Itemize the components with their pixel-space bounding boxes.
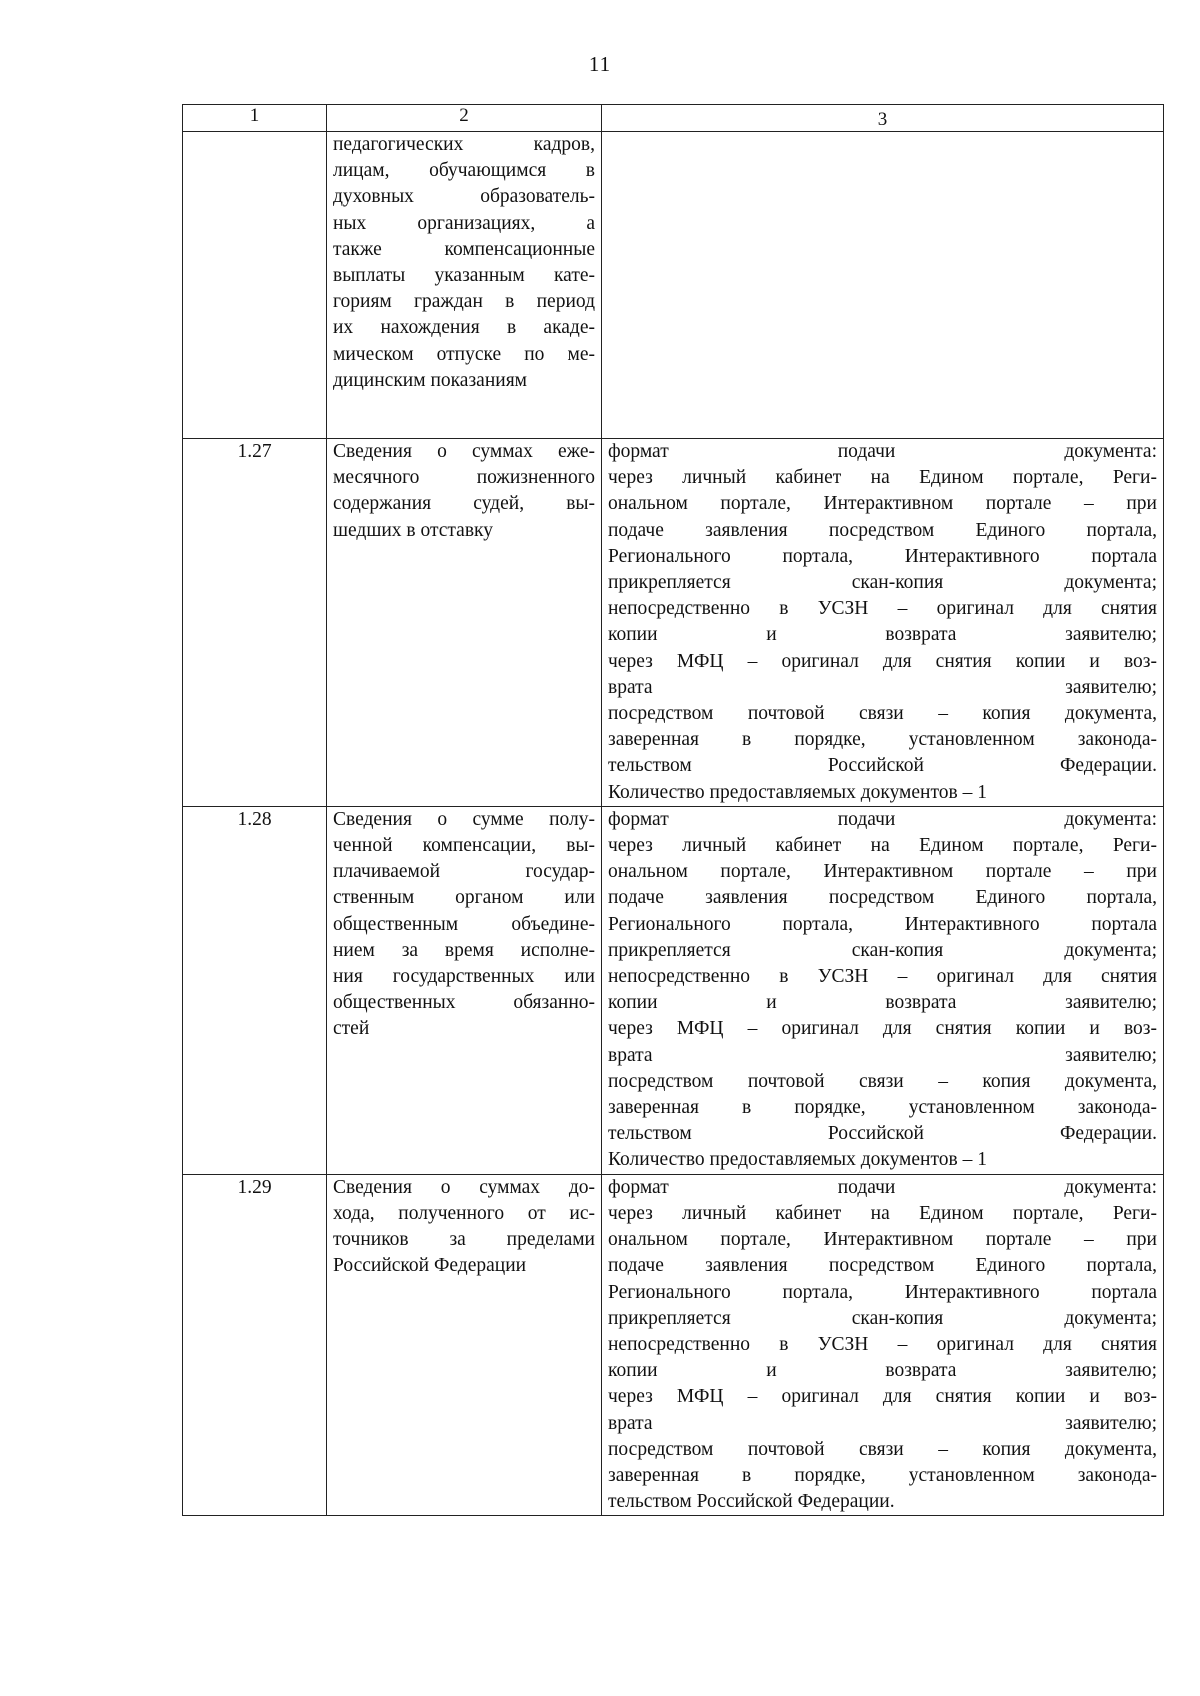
text-line: формат подачи документа: bbox=[608, 441, 1157, 462]
row-number: 1.28 bbox=[183, 806, 327, 1174]
text-line: нием за время исполне- bbox=[333, 939, 595, 961]
text-line: ональном портале, Интерактивном портале – при bbox=[608, 493, 1157, 515]
text-line: их нахождения в акаде- bbox=[333, 317, 595, 339]
text-line: непосредственно в УСЗН – оригинал для снятия bbox=[608, 966, 1157, 988]
text-line: общественным объедине- bbox=[333, 913, 595, 935]
submission-format-cell bbox=[602, 439, 1164, 807]
text-line: прикрепляется скан-копия документа; bbox=[608, 572, 1157, 594]
text-line: посредством почтовой связи – копия документа, bbox=[608, 1070, 1157, 1092]
document-name-cell bbox=[327, 806, 602, 1174]
text-line: врата заявителю; bbox=[608, 1044, 1157, 1066]
text-line: мическом отпуске по ме- bbox=[333, 343, 595, 365]
submission-format-cell bbox=[602, 1174, 1164, 1516]
document-name-cell bbox=[327, 132, 602, 439]
text-line: через личный кабинет на Едином портале, Реги- bbox=[608, 1202, 1157, 1224]
text-line: ональном портале, Интерактивном портале – при bbox=[608, 1229, 1157, 1251]
text-line: месячного пожизненного bbox=[333, 467, 595, 489]
text-line: копии и возврата заявителю; bbox=[608, 1360, 1157, 1382]
table-row bbox=[183, 132, 1164, 439]
text-line: через МФЦ – оригинал для снятия копии и воз- bbox=[608, 1018, 1157, 1040]
document-name-cell bbox=[327, 1174, 602, 1516]
text-line: посредством почтовой связи – копия документа, bbox=[608, 1438, 1157, 1460]
text-line: врата заявителю; bbox=[608, 1412, 1157, 1434]
text-line: также компенсационные bbox=[333, 238, 595, 260]
table-row bbox=[183, 1174, 1164, 1516]
text-line: тельством Российской Федерации. bbox=[608, 755, 1157, 777]
text-line: шедших в отставку bbox=[333, 519, 493, 541]
text-line: через МФЦ – оригинал для снятия копии и воз- bbox=[608, 1386, 1157, 1408]
text-line: через МФЦ – оригинал для снятия копии и воз- bbox=[608, 650, 1157, 672]
text-line: подаче заявления посредством Единого портала, bbox=[608, 887, 1157, 909]
text-line: ональном портале, Интерактивном портале – при bbox=[608, 861, 1157, 883]
row-number bbox=[183, 132, 327, 439]
submission-format-cell bbox=[602, 806, 1164, 1174]
text-line: прикрепляется скан-копия документа; bbox=[608, 1307, 1157, 1329]
text-line: ственным органом или bbox=[333, 887, 595, 909]
text-line: Регионального портала, Интерактивного портала bbox=[608, 1281, 1157, 1303]
text-line: посредством почтовой связи – копия документа, bbox=[608, 703, 1157, 725]
text-line: Количество предоставляемых документов – 1 bbox=[608, 781, 987, 803]
text-line: стей bbox=[333, 1018, 370, 1040]
text-line: Количество предоставляемых документов – 1 bbox=[608, 1149, 987, 1171]
text-line: тельством Российской Федерации. bbox=[608, 1491, 895, 1513]
text-line: Регионального портала, Интерактивного портала bbox=[608, 913, 1157, 935]
text-line: выплаты указанным кате- bbox=[333, 265, 595, 287]
text-line: прикрепляется скан-копия документа; bbox=[608, 939, 1157, 961]
text-line: Сведения о сумме полу- bbox=[333, 808, 595, 830]
text-line: содержания судей, вы- bbox=[333, 493, 595, 515]
text-line: Регионального портала, Интерактивного портала bbox=[608, 545, 1157, 567]
row-number: 1.27 bbox=[183, 439, 327, 807]
text-line: подаче заявления посредством Единого портала, bbox=[608, 519, 1157, 541]
text-line: через личный кабинет на Едином портале, Реги- bbox=[608, 467, 1157, 489]
text-line: ченной компенсации, вы- bbox=[333, 835, 595, 857]
text-line: через личный кабинет на Едином портале, Реги- bbox=[608, 835, 1157, 857]
document-name-cell bbox=[327, 439, 602, 807]
text-line: непосредственно в УСЗН – оригинал для снятия bbox=[608, 1333, 1157, 1355]
text-line: заверенная в порядке, установленном законода- bbox=[608, 729, 1157, 751]
text-line: плачиваемой государ- bbox=[333, 861, 595, 883]
text-line: ных организациях, а bbox=[333, 212, 595, 234]
text-line: непосредственно в УСЗН – оригинал для снятия bbox=[608, 598, 1157, 620]
text-line: дицинским показаниям bbox=[333, 369, 528, 391]
row-number: 1.29 bbox=[183, 1174, 327, 1516]
text-line: точников за пределами bbox=[333, 1229, 595, 1251]
text-line: гориям граждан в период bbox=[333, 291, 595, 313]
text-line: тельством Российской Федерации. bbox=[608, 1123, 1157, 1145]
text-line: формат подачи документа: bbox=[608, 808, 1157, 830]
documents-table bbox=[182, 104, 1164, 1516]
text-line: подаче заявления посредством Единого портала, bbox=[608, 1255, 1157, 1277]
table-header-row bbox=[183, 105, 1164, 132]
text-line: духовных образователь- bbox=[333, 186, 595, 208]
table-row bbox=[183, 439, 1164, 807]
page-number: 11 bbox=[588, 52, 612, 76]
text-line: Сведения о суммах до- bbox=[333, 1176, 595, 1198]
text-line: ния государственных или bbox=[333, 966, 595, 988]
header-col-1: 1 bbox=[183, 105, 327, 132]
header-col-3: 3 bbox=[602, 105, 1164, 132]
submission-format-cell bbox=[602, 132, 1164, 439]
header-col-2: 2 bbox=[327, 105, 602, 132]
text-line: заверенная в порядке, установленном законода- bbox=[608, 1464, 1157, 1486]
text-line: копии и возврата заявителю; bbox=[608, 992, 1157, 1014]
text-line: педагогических кадров, bbox=[333, 134, 595, 155]
text-line: формат подачи документа: bbox=[608, 1176, 1157, 1198]
text-line: Сведения о суммах еже- bbox=[333, 441, 595, 462]
text-line: общественных обязанно- bbox=[333, 992, 595, 1014]
text-line: заверенная в порядке, установленном законода- bbox=[608, 1097, 1157, 1119]
table-row bbox=[183, 806, 1164, 1174]
text-line: хода, полученного от ис- bbox=[333, 1202, 595, 1224]
text-line: лицам, обучающимся в bbox=[333, 160, 595, 182]
text-line: копии и возврата заявителю; bbox=[608, 624, 1157, 646]
text-line: врата заявителю; bbox=[608, 676, 1157, 698]
text-line: Российской Федерации bbox=[333, 1255, 527, 1277]
